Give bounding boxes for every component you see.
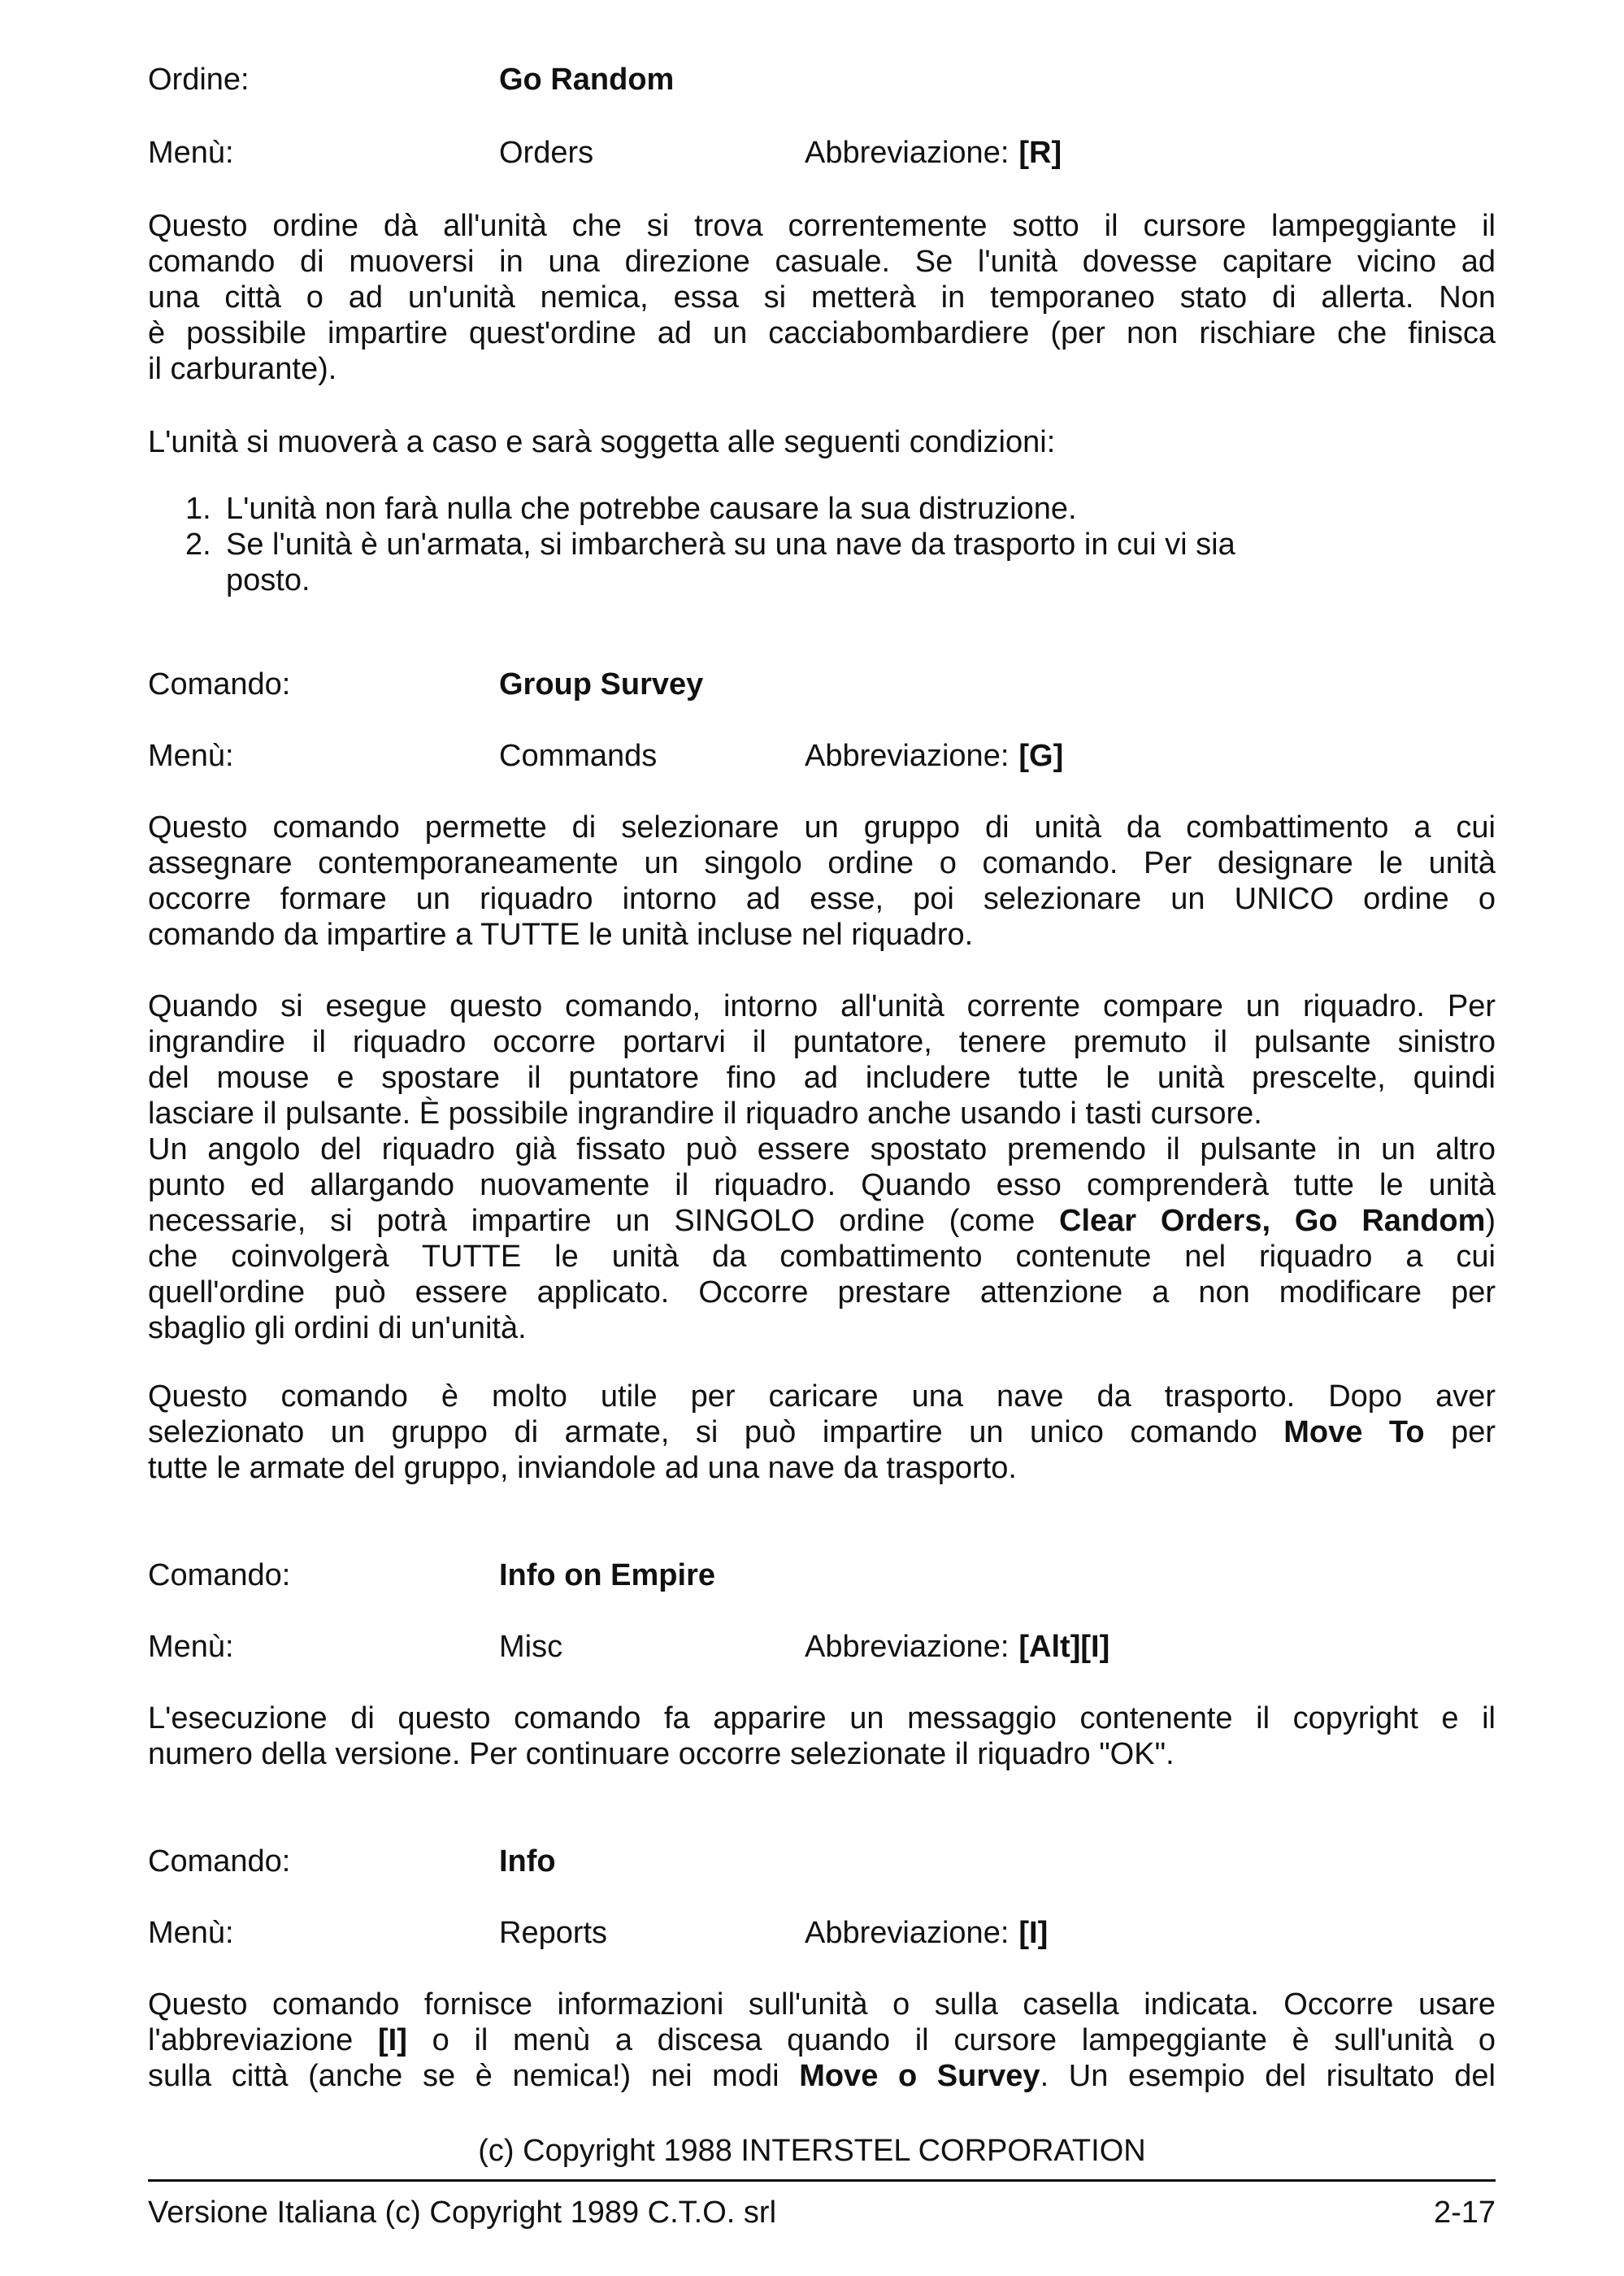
paragraph <box>148 810 1496 953</box>
paragraph <box>148 988 1496 1346</box>
entry-menu-row <box>148 1915 1502 1954</box>
list-item <box>185 527 1502 598</box>
entry-type-label: Comando: <box>148 1844 291 1879</box>
entry-header-info-on-empire <box>148 1557 1502 1596</box>
entry-title: Info <box>499 1844 556 1879</box>
abbreviation-label: Abbreviazione: <box>805 1630 1010 1664</box>
menu-value: Orders <box>499 136 594 170</box>
text-line: Un angolo del riquadro già fissato può essere spostato premendo il pulsante in un altro <box>148 1132 1496 1166</box>
paragraph <box>148 424 1496 460</box>
text-line: ingrandire il riquadro occorre portarvi il puntatore, tenere premuto il pulsante sinistro <box>148 1025 1496 1059</box>
text-line <box>148 2058 1496 2094</box>
text-fragment: per <box>1424 1415 1496 1449</box>
text-line: Questo comando permette di selezionare un gruppo di unità da combattimento a cui <box>148 810 1496 845</box>
paragraph <box>148 1700 1496 1772</box>
text-line <box>148 1203 1496 1239</box>
text-line: una città o ad un'unità nemica, essa si metterà in temporaneo stato di allerta. Non <box>148 280 1496 315</box>
separator: , <box>1261 1204 1295 1238</box>
entry-menu-row <box>148 1629 1502 1668</box>
entry-title: Info on Empire <box>499 1558 715 1592</box>
text-line: L'unità non farà nulla che potrebbe causare la sua distruzione. <box>226 492 1077 526</box>
text-line <box>148 1414 1496 1450</box>
command-reference: Clear Orders <box>1059 1204 1262 1238</box>
text-line: Questo ordine dà all'unità che si trova correntemente sotto il cursore lampeggiante il <box>148 209 1496 243</box>
text-line: è possibile impartire quest'ordine ad un cacciabombardiere (per non rischiare che finisca <box>148 316 1496 350</box>
command-reference: Move To <box>1283 1415 1425 1449</box>
entry-header-group-survey <box>148 667 1502 706</box>
text-line: che coinvolgerà TUTTE le unità da combattimento contenute nel riquadro a cui <box>148 1240 1496 1274</box>
text-line: quell'ordine può essere applicato. Occorre prestare attenzione a non modificare per <box>148 1275 1496 1310</box>
menu-label: Menù: <box>148 136 234 170</box>
abbreviation-key: [G] <box>1018 739 1064 773</box>
text-line: Quando si esegue questo comando, intorno all'unità corrente compare un riquadro. Per <box>148 989 1496 1023</box>
conditions-list <box>185 491 1502 598</box>
text-line: lasciare il pulsante. È possibile ingrandire il riquadro anche usando i tasti cursore. <box>148 1097 1262 1131</box>
abbreviation-key: [Alt][I] <box>1018 1630 1110 1664</box>
entry-title: Go Random <box>499 63 675 97</box>
text-line: comando da impartire a TUTTE le unità incluse nel riquadro. <box>148 918 974 952</box>
mode-reference: Move o Survey <box>799 2059 1040 2093</box>
paragraph <box>148 1379 1496 1486</box>
abbreviation-label: Abbreviazione: <box>805 739 1010 773</box>
text-fragment: sulla città (anche se è nemica!) nei modi <box>148 2059 800 2093</box>
abbreviation <box>805 1915 1048 1951</box>
entry-menu-row <box>148 135 1502 174</box>
abbreviation <box>805 738 1063 774</box>
list-number: 2. <box>185 528 211 562</box>
entry-type-label: Comando: <box>148 667 291 701</box>
abbreviation-key: [R] <box>1018 136 1062 170</box>
menu-value: Commands <box>499 739 658 773</box>
text-line: numero della versione. Per continuare occorre selezionate il riquadro "OK". <box>148 1737 1175 1771</box>
page-footer <box>148 2195 1496 2234</box>
menu-value: Misc <box>499 1630 563 1664</box>
menu-label: Menù: <box>148 739 234 773</box>
text-fragment: l'abbreviazione <box>148 2023 379 2057</box>
text-line: il carburante). <box>148 352 337 386</box>
entry-type-label: Comando: <box>148 1558 291 1592</box>
menu-value: Reports <box>499 1916 608 1950</box>
text-line: tutte le armate del gruppo, inviandole ad una nave da trasporto. <box>148 1451 1017 1485</box>
entry-header-go-random <box>148 62 1502 101</box>
text-fragment: necessarie, si potrà impartire un SINGOLO ordine (come <box>148 1204 1060 1238</box>
menu-label: Menù: <box>148 1916 234 1950</box>
text-fragment: . Un esempio del risultato del <box>1040 2059 1496 2093</box>
text-line: del mouse e spostare il puntatore fino ad includere tutte le unità prescelte, quindi <box>148 1061 1496 1095</box>
text-line: comando di muoversi in una direzione casuale. Se l'unità dovesse capitare vicino ad <box>148 245 1496 279</box>
text-line: posto. <box>226 563 310 597</box>
abbreviation <box>805 1629 1109 1665</box>
footer-divider <box>148 2179 1496 2182</box>
text-fragment: ) <box>1485 1204 1496 1238</box>
text-line: L'esecuzione di questo comando fa apparire un messaggio contenente il copyright e il <box>148 1701 1496 1735</box>
edition-notice: Versione Italiana (c) Copyright 1989 C.T.O. srl <box>148 2196 777 2230</box>
paragraph <box>148 208 1496 387</box>
menu-label: Menù: <box>148 1630 234 1664</box>
text-line: sbaglio gli ordini di un'unità. <box>148 1311 527 1345</box>
text-line: punto ed allargando nuovamente il riquadro. Quando esso comprenderà tutte le unità <box>148 1168 1496 1202</box>
command-reference: Go Random <box>1294 1204 1486 1238</box>
text-fragment: selezionato un gruppo di armate, si può impartire un unico comando <box>148 1415 1284 1449</box>
text-line <box>148 2022 1496 2058</box>
list-number: 1. <box>185 492 211 526</box>
abbreviation-label: Abbreviazione: <box>805 1916 1010 1950</box>
text-line: Questo comando è molto utile per caricare una nave da trasporto. Dopo aver <box>148 1379 1496 1414</box>
entry-menu-row <box>148 738 1502 777</box>
text-line: occorre formare un riquadro intorno ad esse, poi selezionare un UNICO ordine o <box>148 882 1496 916</box>
text-line: Se l'unità è un'armata, si imbarcherà su una nave da trasporto in cui vi sia <box>226 528 1235 562</box>
page-number: 2-17 <box>1433 2196 1496 2230</box>
entry-type-label: Ordine: <box>148 63 250 97</box>
paragraph <box>148 1987 1496 2094</box>
text-line: assegnare contemporaneamente un singolo ordine o comando. Per designare le unità <box>148 846 1496 880</box>
text-fragment: o il menù a discesa quando il cursore lampeggiante è sull'unità o <box>406 2023 1496 2057</box>
list-item <box>185 491 1502 527</box>
abbreviation-key: [I] <box>1018 1916 1049 1950</box>
abbreviation-key: [I] <box>378 2023 407 2057</box>
copyright-notice: (c) Copyright 1988 INTERSTEL CORPORATION <box>478 2134 1146 2168</box>
text-line: L'unità si muoverà a caso e sarà soggetta alle seguenti condizioni: <box>148 425 1056 459</box>
entry-title: Group Survey <box>499 667 704 701</box>
text-line: Questo comando fornisce informazioni sull'unità o sulla casella indicata. Occorre usare <box>148 1987 1496 2022</box>
abbreviation-label: Abbreviazione: <box>805 136 1010 170</box>
abbreviation <box>805 135 1062 171</box>
entry-header-info <box>148 1844 1502 1883</box>
